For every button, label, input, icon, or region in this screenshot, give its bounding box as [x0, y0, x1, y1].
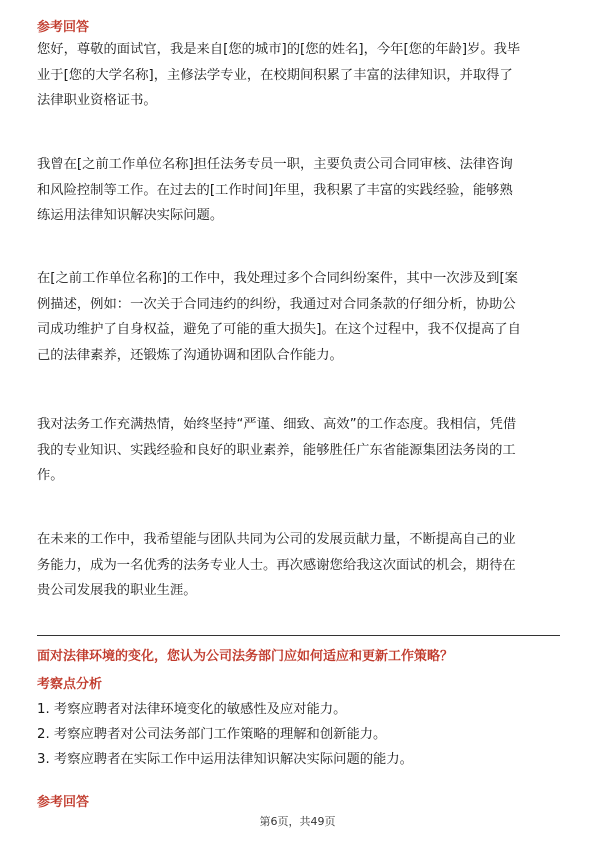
list-item: 3. 考察应聘者在实际工作中运用法律知识解决实际问题的能力。: [37, 752, 413, 767]
paragraph-line: 业于[您的大学名称]，主修法学专业，在校期间积累了丰富的法律知识，并取得了: [37, 67, 513, 83]
answer-heading-2: 参考回答: [37, 795, 90, 810]
list-item: 2. 考察应聘者对公司法务部门工作策略的理解和创新能力。: [37, 727, 387, 742]
paragraph-line: 在[之前工作单位名称]的工作中，我处理过多个合同纠纷案件，其中一次涉及到[案: [37, 271, 518, 286]
list-item: 1. 考察应聘者对法律环境变化的敏感性及应对能力。: [37, 702, 347, 717]
interview-question: 面对法律环境的变化，您认为公司法务部门应如何适应和更新工作策略？: [37, 649, 454, 664]
answer-paragraph-3: [37, 266, 560, 368]
analysis-heading: 考察点分析: [37, 677, 103, 692]
paragraph-line: 法律职业资格证书。: [37, 93, 157, 108]
analysis-points: [37, 697, 560, 772]
paragraph-line: 我曾在[之前工作单位名称]担任法务专员一职，主要负责公司合同审核、法律咨询: [37, 157, 513, 172]
paragraph-line: 练运用法律知识解决实际问题。: [37, 208, 224, 223]
paragraph-line: 我的专业知识、实践经验和良好的职业素养，能够胜任广东省能源集团法务岗的工: [37, 442, 516, 458]
answer-paragraph-5: [37, 527, 560, 604]
section-divider: [37, 635, 560, 636]
paragraph-line: 例描述，例如：一次关于合同违约的纠纷，我通过对合同条款的仔细分析，协助公: [37, 296, 516, 312]
answer-heading: 参考回答: [37, 20, 90, 35]
paragraph-line: 我对法务工作充满热情，始终坚持“严谨、细致、高效”的工作态度。我相信，凭借: [37, 417, 517, 432]
page-number: 第6页，共49页: [259, 815, 336, 828]
paragraph-line: 务能力，成为一名优秀的法务专业人士。再次感谢您给我这次面试的机会，期待在: [37, 557, 516, 573]
paragraph-line: 贵公司发展我的职业生涯。: [37, 583, 197, 598]
paragraph-line: 己的法律素养，还锻炼了沟通协调和团队合作能力。: [37, 347, 343, 363]
paragraph-line: 作。: [37, 468, 64, 483]
answer-paragraph-4: [37, 412, 560, 489]
paragraph-line: 和风险控制等工作。在过去的[工作时间]年里，我积累了丰富的实践经验，能够熟: [37, 182, 513, 198]
paragraph-line: 司成功维护了自身权益，避免了可能的重大损失]。在这个过程中，我不仅提高了自: [37, 322, 521, 337]
paragraph-line: 在未来的工作中，我希望能与团队共同为公司的发展贡献力量，不断提高自己的业: [37, 532, 516, 547]
paragraph-line: 您好，尊敬的面试官，我是来自[您的城市]的[您的姓名]，今年[您的年龄]岁。我毕: [37, 42, 521, 57]
answer-paragraph-2: [37, 152, 560, 229]
answer-paragraph-1: [37, 37, 560, 114]
